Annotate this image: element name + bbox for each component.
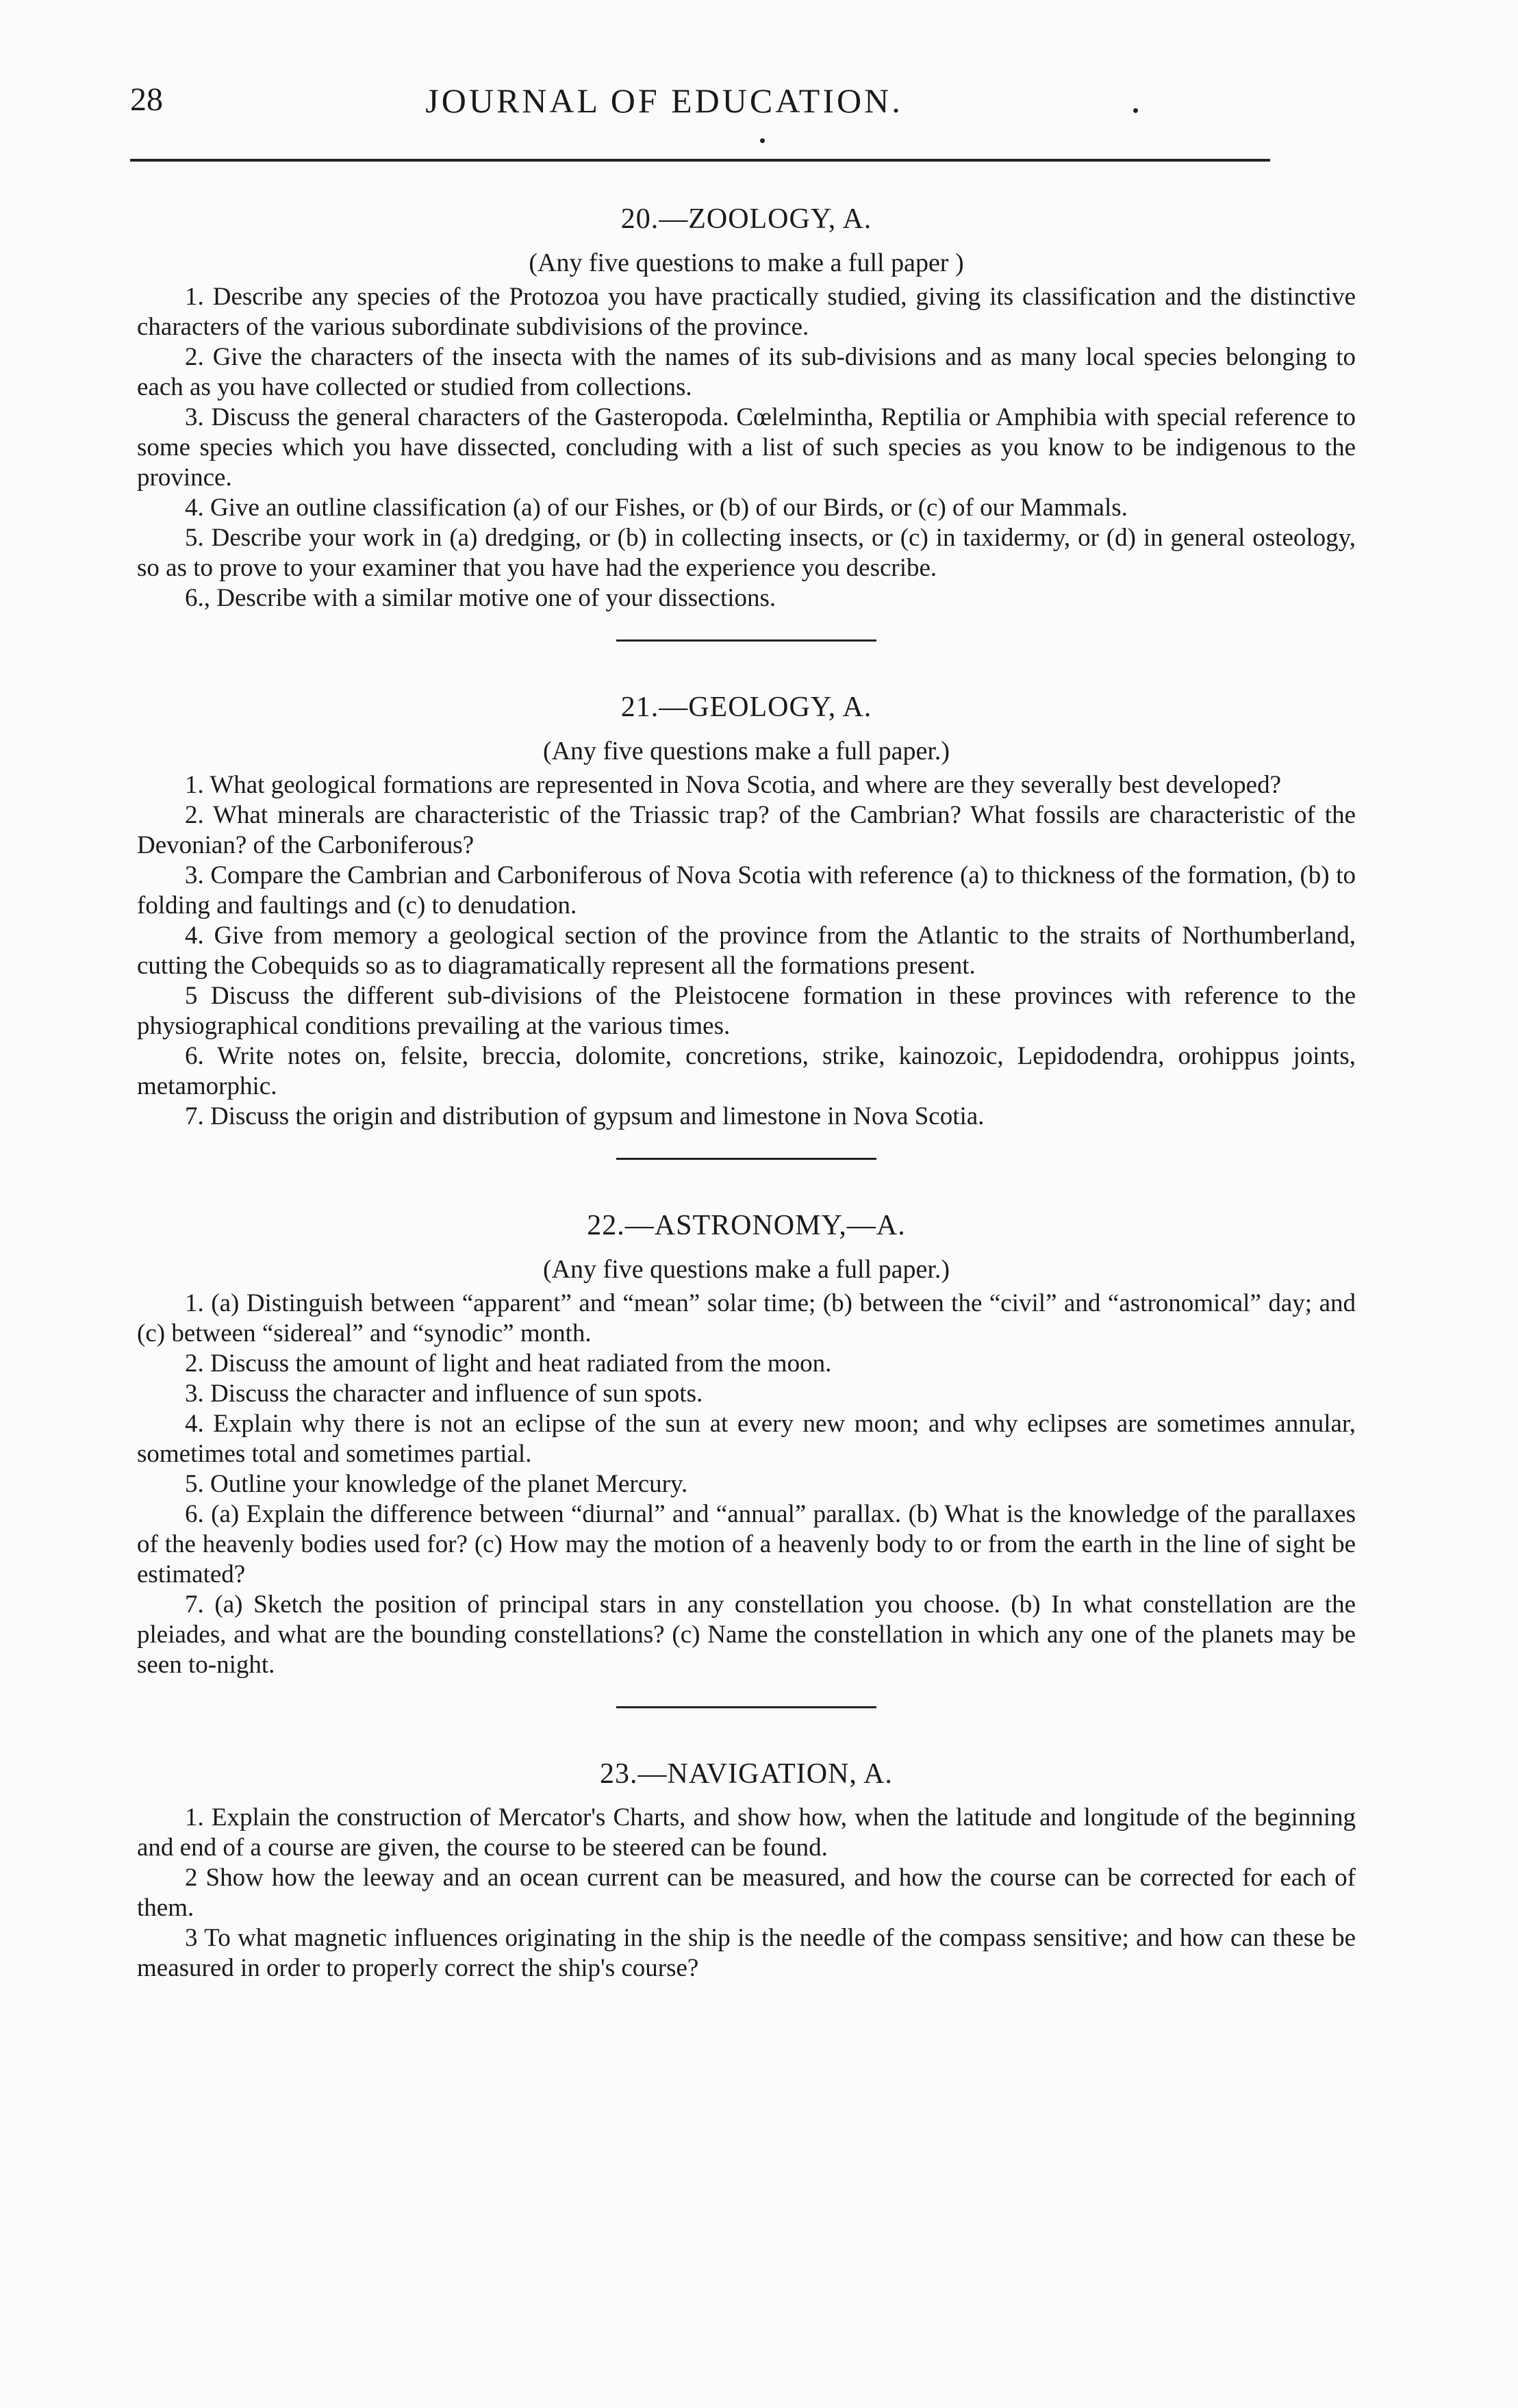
section-separator bbox=[616, 1706, 876, 1708]
question: 6. Write notes on, felsite, breccia, dolomite, concretions, strike, kainozoic, Lepidodendra, orohippus joints, metamorphic. bbox=[137, 1042, 1356, 1100]
question: 7. Discuss the origin and distribution of gypsum and limestone in Nova Scotia. bbox=[185, 1102, 985, 1130]
section-instructions: (Any five questions to make a full paper ) bbox=[529, 249, 964, 277]
section-title: 20.—ZOOLOGY, A. bbox=[620, 203, 872, 235]
page-number: 28 bbox=[130, 81, 163, 118]
question: 3 To what magnetic influences originating in the ship is the needle of the compass sensitive; and how can these be measured in order to properly correct the ship's course? bbox=[137, 1924, 1356, 1982]
question: 1. What geological formations are represented in Nova Scotia, and where are they severally best developed? bbox=[185, 771, 1281, 799]
question: 2. What minerals are characteristic of the Triassic trap? of the Cambrian? What fossils are characteristic of the Devonian? of the Carboniferous? bbox=[137, 801, 1356, 859]
header-rule bbox=[130, 159, 1270, 162]
question: 1. (a) Distinguish between “apparent” and “mean” solar time; (b) between the “civil” and “astronomical” day; and (c) between “sidereal” and “synodic” month. bbox=[137, 1289, 1356, 1347]
question: 2. Give the characters of the insecta with the names of its sub-divisions and as many local species belonging to each as you have collected or studied from collections. bbox=[137, 343, 1356, 401]
section-title: 22.—ASTRONOMY,—A. bbox=[587, 1210, 906, 1241]
section-title: 23.—NAVIGATION, A. bbox=[600, 1758, 893, 1790]
question: 4. Give from memory a geological section of the province from the Atlantic to the straits of Northumberland, cutting the Cobequids so as to diagramatically represent all the formations present. bbox=[137, 922, 1356, 980]
page-header bbox=[130, 81, 1198, 136]
question: 5. Describe your work in (a) dredging, or (b) in collecting insects, or (c) in taxidermy, or (d) in general osteology, so as to prove to your examiner that you have had the experience you describe. bbox=[137, 524, 1356, 582]
question: 4. Give an outline classification (a) of our Fishes, or (b) of our Birds, or (c) of our Mammals. bbox=[185, 494, 1128, 522]
question: 5. Outline your knowledge of the planet Mercury. bbox=[185, 1470, 688, 1498]
print-speck bbox=[760, 138, 765, 143]
question: 1. Describe any species of the Protozoa you have practically studied, giving its classification and the distinctive characters of the various subordinate subdivisions of the province. bbox=[137, 283, 1356, 341]
question: 3. Discuss the character and influence of sun spots. bbox=[185, 1380, 703, 1408]
question: 5 Discuss the different sub-divisions of the Pleistocene formation in these provinces with reference to the physiographical conditions prevailing at the various times. bbox=[137, 982, 1356, 1040]
section-zoology bbox=[137, 203, 1356, 613]
section-title: 21.—GEOLOGY, A. bbox=[620, 692, 872, 723]
question: 3. Discuss the general characters of the Gasteropoda. Cœlelmintha, Reptilia or Amphibia with special reference to some species which you have dissected, concluding with a list of such species as you know to be indigenous to the province. bbox=[137, 403, 1356, 492]
journal-title: JOURNAL OF EDUCATION. bbox=[425, 81, 903, 120]
question: 2. Discuss the amount of light and heat radiated from the moon. bbox=[185, 1349, 832, 1378]
section-instructions: (Any five questions make a full paper.) bbox=[542, 737, 950, 765]
section-separator bbox=[616, 1158, 876, 1160]
question: 7. (a) Sketch the position of principal stars in any constellation you choose. (b) In what constellation are the pleiades, and what are the bounding constellations? (c) Name the constellation in which any one of the planets may be seen to-night. bbox=[137, 1590, 1356, 1679]
question: 2 Show how the leeway and an ocean current can be measured, and how the course can be corrected for each of them. bbox=[137, 1864, 1356, 1922]
print-speck bbox=[1133, 108, 1138, 113]
section-instructions: (Any five questions make a full paper.) bbox=[542, 1255, 950, 1284]
section-navigation bbox=[137, 1758, 1356, 1984]
exam-content bbox=[137, 203, 1356, 1984]
question: 1. Explain the construction of Mercator's Charts, and show how, when the latitude and longitude of the beginning and end of a course are given, the course to be steered can be found. bbox=[137, 1803, 1356, 1862]
question: 3. Compare the Cambrian and Carboniferous of Nova Scotia with reference (a) to thickness of the formation, (b) to folding and faultings and (c) to denudation. bbox=[137, 861, 1356, 920]
question: 6., Describe with a similar motive one of your dissections. bbox=[185, 584, 776, 612]
question: 4. Explain why there is not an eclipse of the sun at every new moon; and why eclipses are sometimes annular, sometimes total and sometimes partial. bbox=[137, 1410, 1356, 1468]
section-separator bbox=[616, 639, 876, 642]
section-astronomy bbox=[137, 1209, 1356, 1680]
question: 6. (a) Explain the difference between “diurnal” and “annual” parallax. (b) What is the knowledge of the parallaxes of the heavenly bodies used for? (c) How may the motion of a heavenly body to or from the earth in the line of sight be estimated? bbox=[137, 1500, 1356, 1588]
section-geology bbox=[137, 691, 1356, 1132]
